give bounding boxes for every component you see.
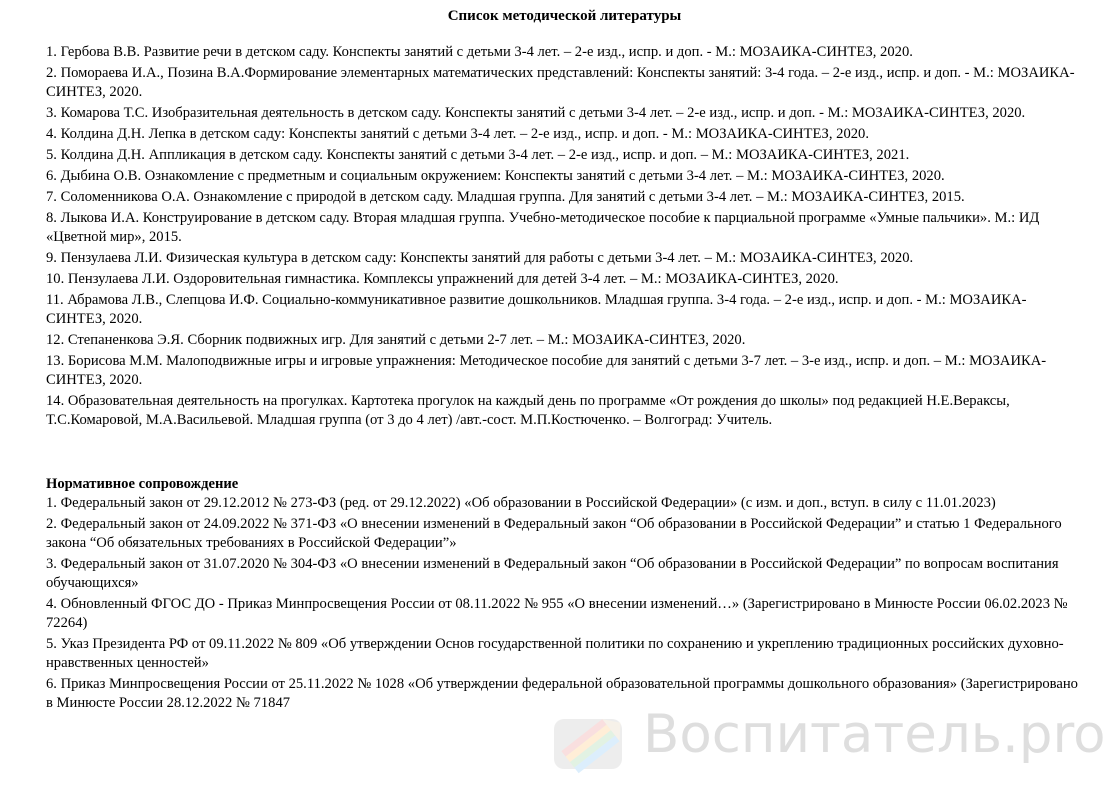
list-item: 4. Колдина Д.Н. Лепка в детском саду: Конспекты занятий с детьми 3-4 лет. – 2-е изд., испр. и доп. - М.: МОЗАИКА-СИНТЕЗ, 2020. — [46, 126, 870, 142]
list-item: 5. Указ Президента РФ от 09.11.2022 № 809 «Об утверждении Основ государственной политики по сохранению и укреплению традиционных российских духовно-нравственных ценностей» — [46, 636, 1064, 671]
section-title-normative: Нормативное сопровождение — [46, 476, 239, 492]
list-item: 14. Образовательная деятельность на прогулках. Картотека прогулок на каждый день по программе «От рождения до школы» под редакцией Н.Е.Вераксы, Т.С.Комаровой, М.А.Васильевой. Младшая группа (от 3 до 4 лет) /авт.-сост. М.П.Костюченко. – Волгоград: Учитель. — [46, 393, 1010, 428]
list-item: 6. Приказ Минпросвещения России от 25.11.2022 № 1028 «Об утверждении федеральной образовательной программы дошкольного образования» (Зарегистрировано в Минюсте России 28.12.2022 № 71847 — [46, 676, 1078, 711]
pencils-logo-icon — [548, 699, 628, 779]
list-item: 13. Борисова М.М. Малоподвижные игры и игровые упражнения: Методическое пособие для занятий с детьми 3-7 лет. – 3-е изд., испр. и доп. – М.: МОЗАИКА-СИНТЕЗ, 2020. — [46, 353, 1047, 388]
list-item: 2. Федеральный закон от 24.09.2022 № 371-ФЗ «О внесении изменений в Федеральный закон “Об образовании в Российской Федерации” и статью 1 Федерального закона “Об обязательных требованиях в Российской Федерации”» — [46, 516, 1062, 551]
watermark-text: Воспитатель.pro — [643, 704, 1106, 765]
watermark — [548, 699, 1108, 779]
list-item: 3. Федеральный закон от 31.07.2020 № 304-ФЗ «О внесении изменений в Федеральный закон “Об образовании в Российской Федерации” по вопросам воспитания обучающихся» — [46, 556, 1059, 591]
list-item: 6. Дыбина О.В. Ознакомление с предметным и социальным окружением: Конспекты занятий с детьми 3-4 лет. – М.: МОЗАИКА-СИНТЕЗ, 2020. — [46, 168, 945, 184]
list-item: 11. Абрамова Л.В., Слепцова И.Ф. Социально-коммуникативное развитие дошкольников. Младшая группа. 3-4 года. – 2-е изд., испр. и доп. - М.: МОЗАИКА-СИНТЕЗ, 2020. — [46, 292, 1027, 327]
list-item: 1. Федеральный закон от 29.12.2012 № 273-ФЗ (ред. от 29.12.2022) «Об образовании в Российской Федерации» (с изм. и доп., вступ. в силу с 11.01.2023) — [46, 495, 996, 511]
list-item: 2. Помораева И.А., Позина В.А.Формирование элементарных математических представлений: Конспекты занятий: 3-4 года. – 2-е изд., испр. и доп. - М.: МОЗАИКА-СИНТЕЗ, 2020. — [46, 65, 1075, 100]
list-item: 4. Обновленный ФГОС ДО - Приказ Минпросвещения России от 08.11.2022 № 955 «О внесении изменений…» (Зарегистрировано в Минюсте России 06.02.2023 № 72264) — [46, 596, 1068, 631]
list-item: 8. Лыкова И.А. Конструирование в детском саду. Вторая младшая группа. Учебно-методическое пособие к парциальной программе «Умные пальчики». М.: ИД «Цветной мир», 2015. — [46, 210, 1040, 245]
literature-list — [46, 43, 1086, 432]
list-item: 3. Комарова Т.С. Изобразительная деятельность в детском саду. Конспекты занятий с детьми 3-4 лет. – 2-е изд., испр. и доп. - М.: МОЗАИКА-СИНТЕЗ, 2020. — [46, 105, 1026, 121]
normative-list — [46, 494, 1086, 715]
list-item: 7. Соломенникова О.А. Ознакомление с природой в детском саду. Младшая группа. Для занятий с детьми 3-4 лет. – М.: МОЗАИКА-СИНТЕЗ, 2015. — [46, 189, 965, 205]
list-item: 10. Пензулаева Л.И. Оздоровительная гимнастика. Комплексы упражнений для детей 3-4 лет. – М.: МОЗАИКА-СИНТЕЗ, 2020. — [46, 271, 839, 287]
list-item: 9. Пензулаева Л.И. Физическая культура в детском саду: Конспекты занятий для работы с детьми 3-4 лет. – М.: МОЗАИКА-СИНТЕЗ, 2020. — [46, 250, 914, 266]
list-item: 1. Гербова В.В. Развитие речи в детском саду. Конспекты занятий с детьми 3-4 лет. – 2-е изд., испр. и доп. - М.: МОЗАИКА-СИНТЕЗ, 2020. — [46, 44, 913, 60]
list-item: 12. Степаненкова Э.Я. Сборник подвижных игр. Для занятий с детьми 2-7 лет. – М.: МОЗАИКА-СИНТЕЗ, 2020. — [46, 332, 746, 348]
list-item: 5. Колдина Д.Н. Аппликация в детском саду. Конспекты занятий с детьми 3-4 лет. – 2-е изд., испр. и доп. – М.: МОЗАИКА-СИНТЕЗ, 2021. — [46, 147, 910, 163]
page-title: Список методической литературы — [447, 8, 682, 24]
